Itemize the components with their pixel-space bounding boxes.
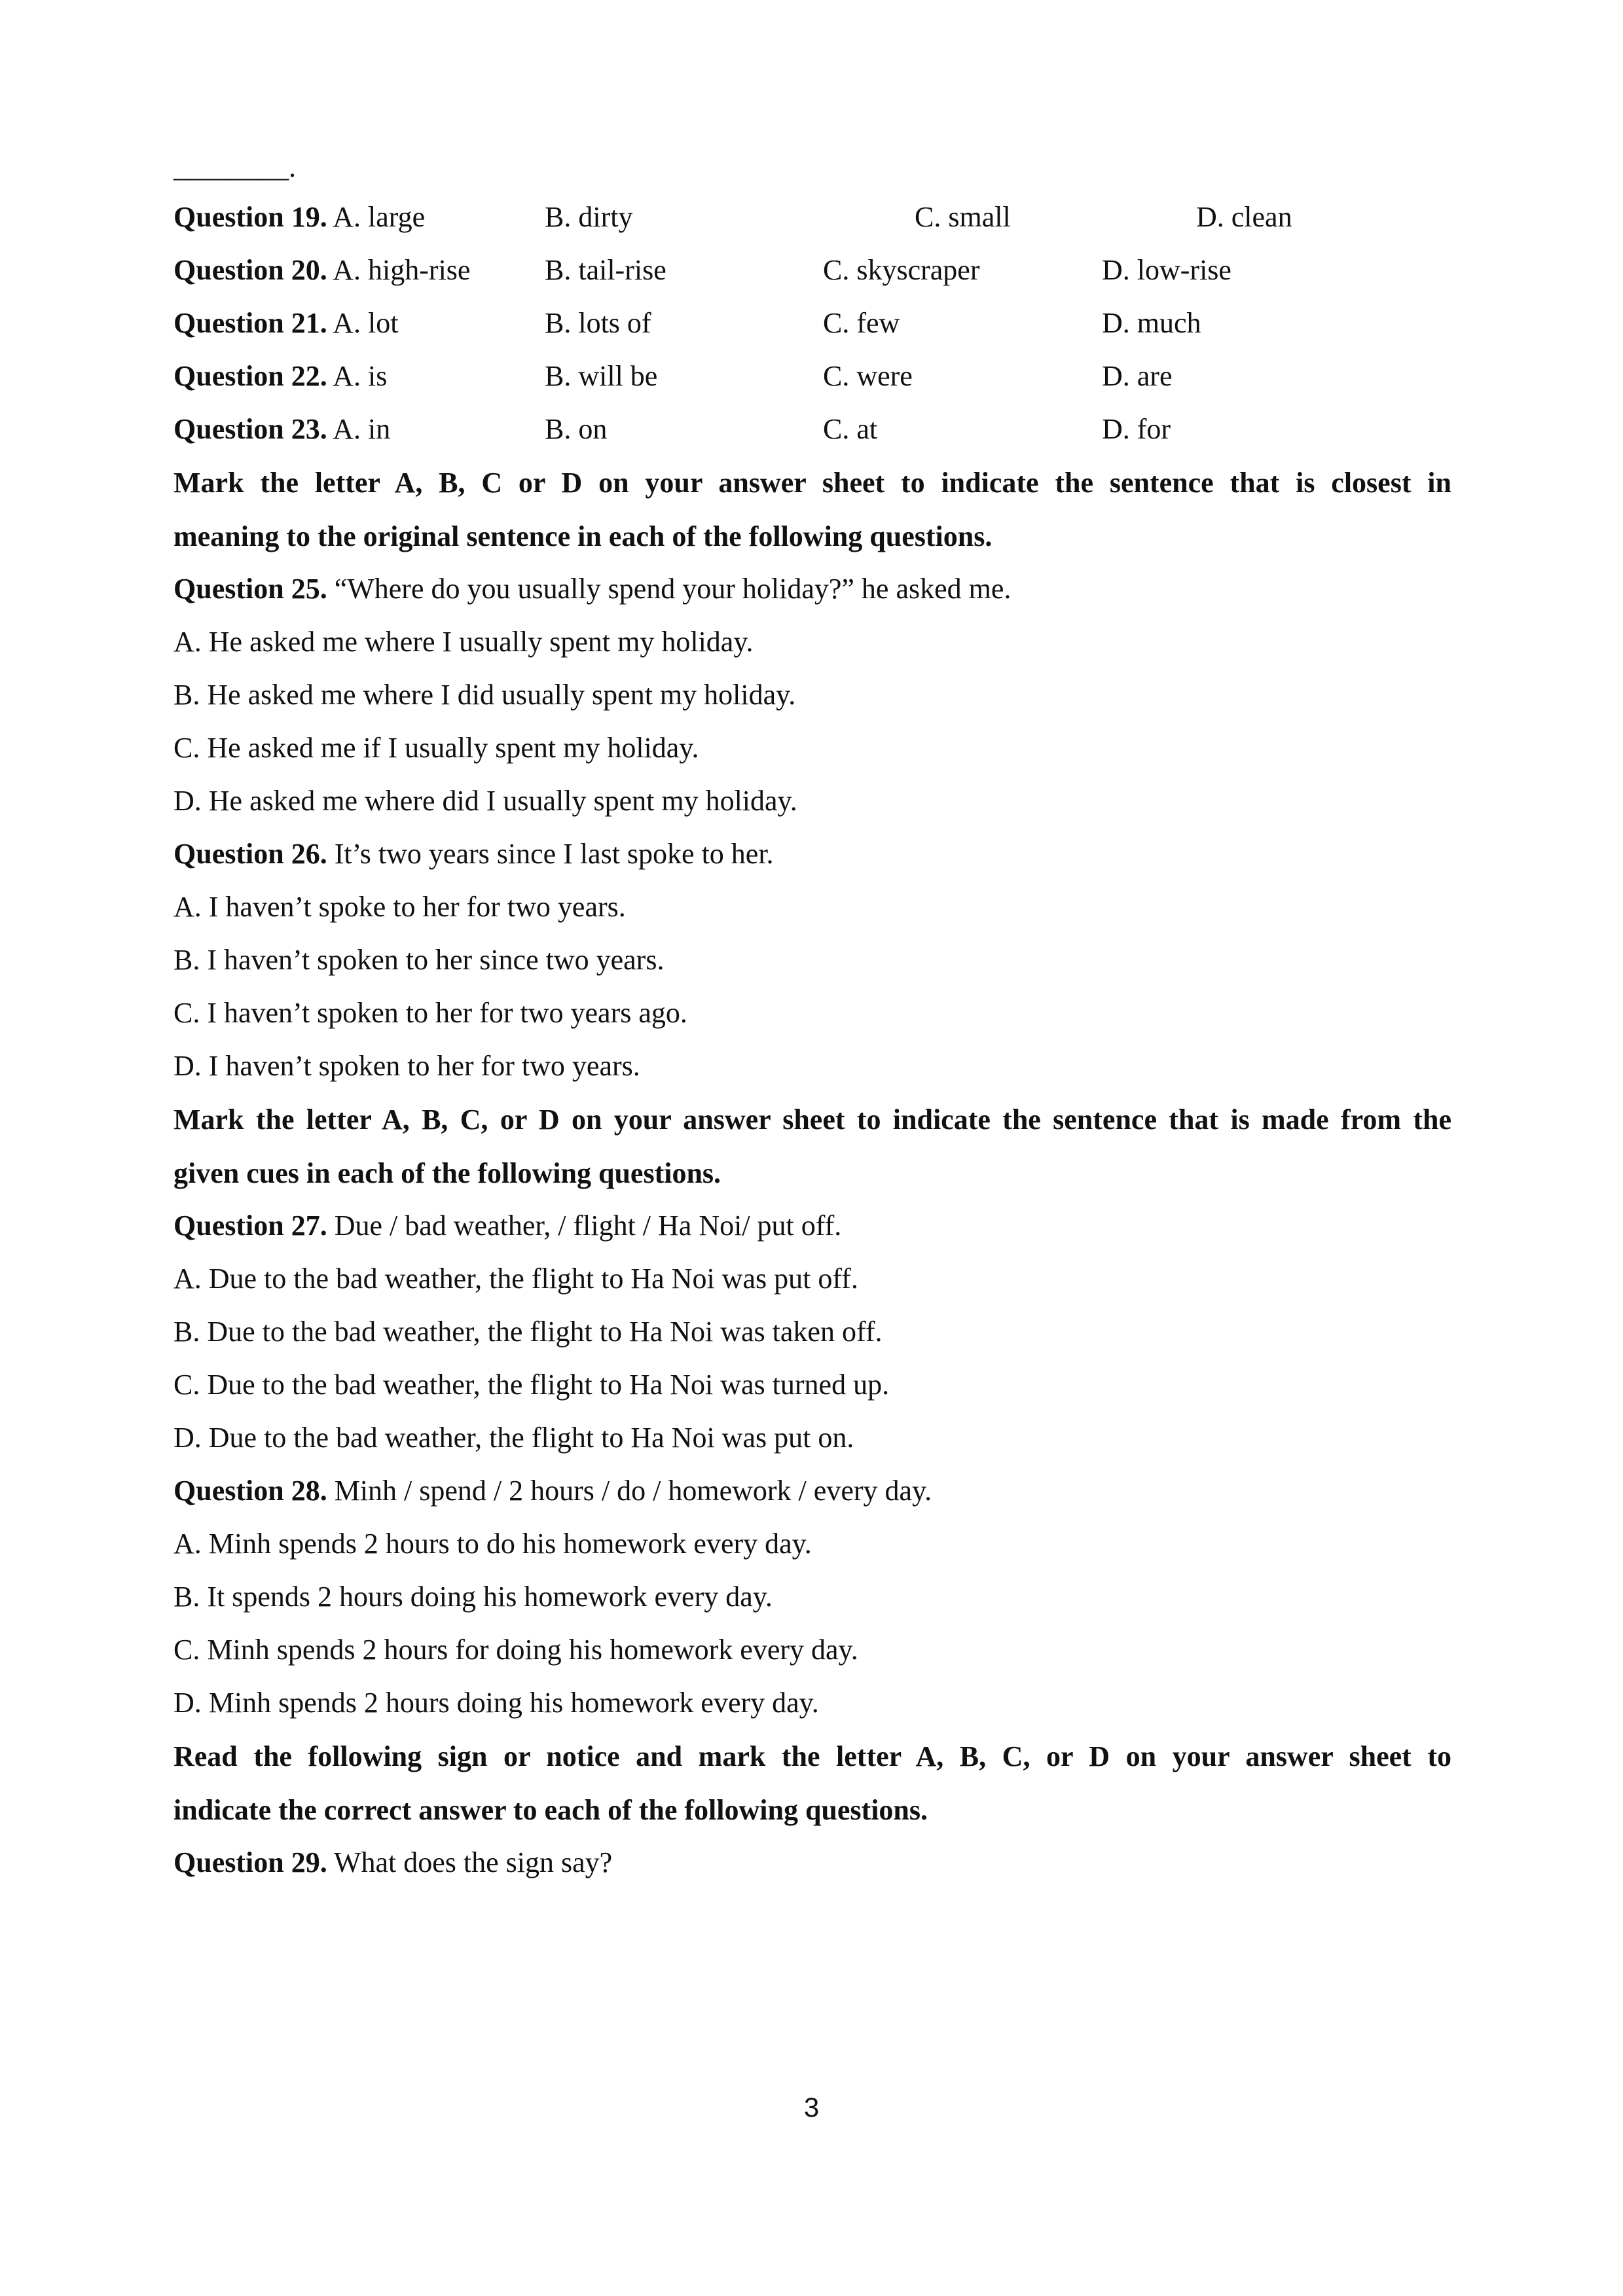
option-a: A. high-rise <box>333 254 471 286</box>
instruction-given-cues <box>173 1093 1451 1200</box>
option-d: D. much <box>1102 307 1201 339</box>
option-d: D. He asked me where did I usually spent my holiday. <box>173 785 797 817</box>
option-c: C. at <box>823 413 878 445</box>
option-b: B. lots of <box>545 307 651 339</box>
question-stem: “Where do you usually spend your holiday?” he asked me. <box>327 573 1012 605</box>
question-stem: What does the sign say? <box>327 1846 613 1878</box>
option-d: D. I haven’t spoken to her for two years. <box>173 1050 640 1082</box>
question-label: Question 23. <box>173 413 327 445</box>
answer-blank: ________. <box>173 151 296 183</box>
instruction-line: Mark the letter A, B, C, or D on your answer sheet to indicate the sentence that is made from the <box>173 1103 1451 1136</box>
option-a: A. Due to the bad weather, the flight to Ha Noi was put off. <box>173 1263 858 1295</box>
question-label: Question 28. <box>173 1475 327 1507</box>
instruction-sign-notice <box>173 1730 1451 1837</box>
option-d: D. are <box>1102 360 1173 392</box>
option-c: C. were <box>823 360 913 392</box>
option-d: D. low-rise <box>1102 254 1231 286</box>
question-stem: Minh / spend / 2 hours / do / homework / every day. <box>327 1475 932 1507</box>
instruction-closest-meaning <box>173 456 1451 563</box>
instruction-line: Mark the letter A, B, C or D on your answer sheet to indicate the sentence that is closest in <box>173 467 1451 499</box>
option-c: C. Due to the bad weather, the flight to Ha Noi was turned up. <box>173 1369 890 1401</box>
option-d: D. Minh spends 2 hours doing his homework every day. <box>173 1687 819 1719</box>
instruction-line: meaning to the original sentence in each of the following questions. <box>173 520 993 552</box>
option-a: A. in <box>333 413 391 445</box>
option-a: A. is <box>333 360 388 392</box>
option-d: D. clean <box>1196 201 1292 233</box>
option-b: B. will be <box>545 360 658 392</box>
question-label: Question 29. <box>173 1846 327 1878</box>
option-c: C. skyscraper <box>823 254 980 286</box>
option-d: D. Due to the bad weather, the flight to Ha Noi was put on. <box>173 1422 854 1454</box>
option-c: C. Minh spends 2 hours for doing his homework every day. <box>173 1634 858 1666</box>
question-label: Question 20. <box>173 254 327 286</box>
option-b: B. on <box>545 413 608 445</box>
option-c: C. I haven’t spoken to her for two years ago. <box>173 997 687 1029</box>
option-b: B. dirty <box>545 201 633 233</box>
question-stem: Due / bad weather, / flight / Ha Noi/ put off. <box>327 1210 842 1242</box>
instruction-line: Read the following sign or notice and mark the letter A, B, C, or D on your answer sheet to <box>173 1740 1451 1772</box>
option-b: B. Due to the bad weather, the flight to Ha Noi was taken off. <box>173 1316 883 1348</box>
question-label: Question 27. <box>173 1210 327 1242</box>
option-a: A. lot <box>333 307 399 339</box>
option-a: A. I haven’t spoke to her for two years. <box>173 891 626 923</box>
option-b: B. It spends 2 hours doing his homework every day. <box>173 1581 773 1613</box>
option-b: B. I haven’t spoken to her since two years. <box>173 944 665 976</box>
option-c: C. He asked me if I usually spent my holiday. <box>173 732 699 764</box>
option-a: A. large <box>333 201 426 233</box>
option-c: C. small <box>915 201 1011 233</box>
option-b: B. He asked me where I did usually spent my holiday. <box>173 679 796 711</box>
option-a: A. He asked me where I usually spent my holiday. <box>173 626 754 658</box>
question-stem: It’s two years since I last spoke to her. <box>327 838 774 870</box>
question-label: Question 25. <box>173 573 327 605</box>
instruction-line: indicate the correct answer to each of the following questions. <box>173 1793 928 1826</box>
instruction-line: given cues in each of the following questions. <box>173 1157 721 1189</box>
question-label: Question 19. <box>173 201 327 233</box>
option-d: D. for <box>1102 413 1171 445</box>
option-c: C. few <box>823 307 900 339</box>
option-b: B. tail-rise <box>545 254 666 286</box>
question-label: Question 26. <box>173 838 327 870</box>
page-number: 3 <box>803 2092 820 2123</box>
question-label: Question 22. <box>173 360 327 392</box>
question-label: Question 21. <box>173 307 327 339</box>
option-a: A. Minh spends 2 hours to do his homework every day. <box>173 1528 812 1560</box>
